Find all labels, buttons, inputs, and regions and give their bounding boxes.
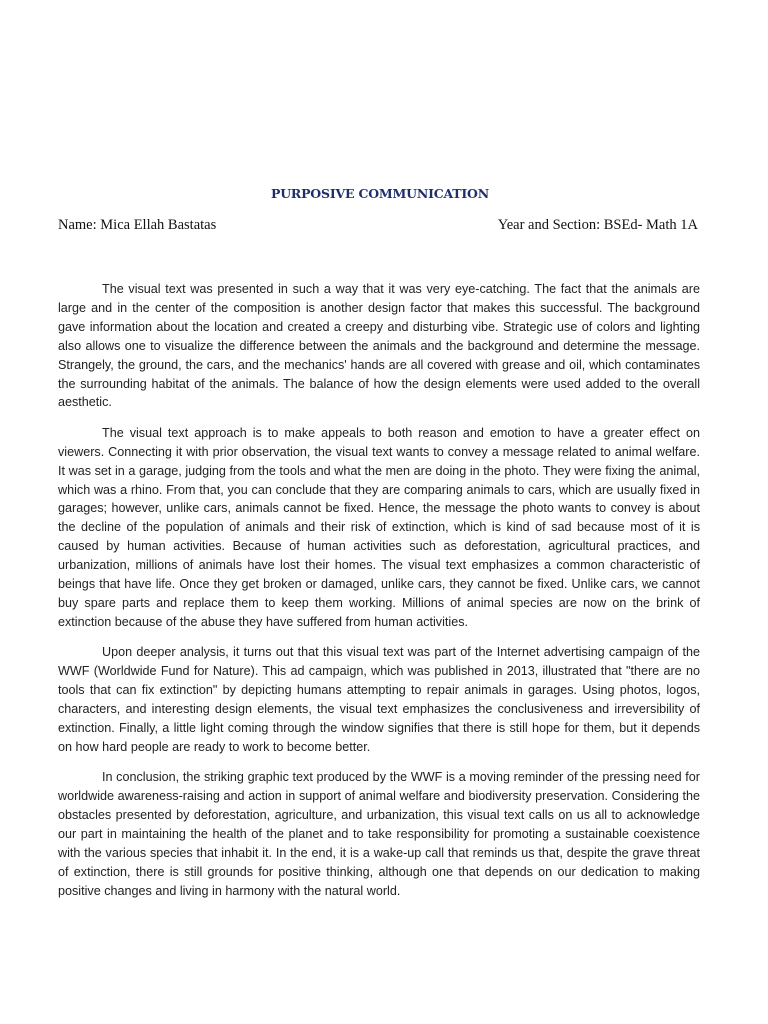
year-section: Year and Section: BSEd- Math 1A <box>497 217 698 233</box>
paragraph-3: Upon deeper analysis, it turns out that this visual text was part of the Internet advertising campaign of the WWF (Worldwide Fund for Nature). This ad campaign, which was published in 2013, illustrated that "there are no tools that can fix extinction" by depicting humans attempting to repair animals in garages. Using photos, logos, characters, and interesting design elements, the visual text emphasizes the conclusiveness and irreversibility of extinction. Finally, a little light coming through the window signifies that there is still hope for them, but it depends on how hard people are ready to work to become better. <box>58 645 700 754</box>
document-title: PURPOSIVE COMMUNICATION <box>271 186 489 201</box>
header-row <box>58 217 698 234</box>
paragraph-1: The visual text was presented in such a way that it was very eye-catching. The fact that the animals are large and in the center of the composition is another design factor that makes this successful. The background gave information about the location and created a creepy and disturbing vibe. Strategic use of colors and lighting also allows one to visualize the difference between the animals and the background and determine the message. Strangely, the ground, the cars, and the mechanics' hands are all covered with grease and oil, which contaminates the surrounding habitat of the animals. The balance of how the design elements were used added to the overall aesthetic. <box>58 282 700 410</box>
body-text <box>58 280 700 912</box>
paragraph-4: In conclusion, the striking graphic text produced by the WWF is a moving reminder of the pressing need for worldwide awareness-raising and action in support of animal welfare and biodiversity preservation. Considering the obstacles presented by deforestation, agriculture, and urbanization, this visual text calls on us all to acknowledge our part in maintaining the health of the planet and to take responsibility for promoting a sustainable coexistence with the various species that inhabit it. In the end, it is a wake-up call that reminds us that, despite the grave threat of extinction, there is still grounds for positive thinking, although one that depends on our dedication to making positive changes and living in harmony with the natural world. <box>58 770 700 898</box>
student-name: Name: Mica Ellah Bastatas <box>58 217 217 233</box>
paragraph-2: The visual text approach is to make appeals to both reason and emotion to have a greater effect on viewers. Connecting it with prior observation, the visual text wants to convey a message related to animal welfare. It was set in a garage, judging from the tools and what the men are doing in the photo. They were fixing the animal, which was a rhino. From that, you can conclude that they are comparing animals to cars, which are usually fixed in garages; however, unlike cars, animals cannot be fixed. Hence, the message the photo wants to convey is about the decline of the population of animals and their risk of extinction, which is kind of sad because most of it is caused by human activities. Because of human activities such as deforestation, agricultural practices, and urbanization, millions of animals have lost their homes. The visual text emphasizes a common characteristic of beings that have life. Once they get broken or damaged, unlike cars, they cannot be fixed. Unlike cars, we cannot buy spare parts and replace them to keep them working. Millions of animal species are now on the brink of extinction because of the abuse they have suffered from human activities. <box>58 425 700 629</box>
